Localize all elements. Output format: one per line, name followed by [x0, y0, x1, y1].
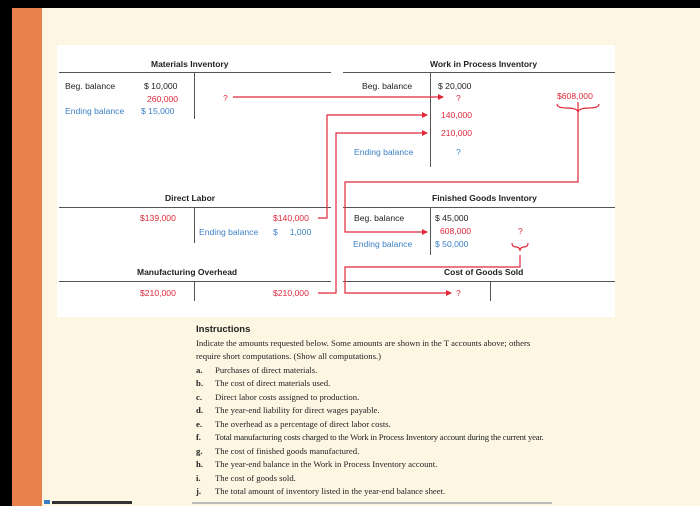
wip-dm-unknown: ? — [456, 93, 461, 103]
fg-cogm-value: 608,000 — [440, 226, 472, 236]
list-item: j. The total amount of inventory listed in the year-end balance sheet. — [196, 486, 446, 496]
arrow-labor-to-wip — [318, 115, 427, 218]
cogs-title: Cost of Goods Sold — [444, 267, 524, 277]
instructions-heading: Instructions — [196, 324, 251, 335]
arrow-overhead-to-wip — [318, 133, 427, 293]
list-item: e. The overhead as a percentage of direct labor costs. — [196, 419, 391, 429]
materials-ending-label: Ending balance — [65, 106, 125, 116]
instructions-intro-line1: Indicate the amounts requested below. Some amounts are shown in the T accounts above; others — [196, 338, 531, 348]
fg-beg-label: Beg. balance — [354, 213, 405, 223]
orange-margin-bar — [12, 8, 42, 506]
arrow-fg-to-cogs — [345, 255, 520, 293]
materials-beg-label: Beg. balance — [65, 81, 116, 91]
instructions-intro-line2: require short computations. (Show all computations.) — [196, 351, 382, 361]
fg-credit-unknown: ? — [518, 226, 523, 236]
direct-labor-title: Direct Labor — [165, 193, 216, 203]
t-accounts-figure — [57, 45, 615, 317]
wip-ending-unknown: ? — [456, 147, 461, 157]
cogs-debit-unknown: ? — [456, 288, 461, 298]
overhead-title: Manufacturing Overhead — [137, 267, 238, 277]
list-item: g. The cost of finished goods manufactured. — [196, 446, 360, 456]
list-item: f. Total manufacturing costs charged to the Work in Process Inventory account during the current year. — [196, 432, 544, 442]
direct-labor-ending-value: $ 1,000 — [273, 227, 312, 237]
overhead-credit-value: $210,000 — [273, 288, 309, 298]
list-item: h. The year-end balance in the Work in Process Inventory account. — [196, 459, 438, 469]
brace-fg-unknown — [512, 243, 528, 251]
wip-credit-value: $608,000 — [557, 91, 593, 101]
list-item: d. The year-end liability for direct wages payable. — [196, 405, 380, 415]
list-item: b. The cost of direct materials used. — [196, 378, 331, 388]
materials-ending-value: $ 15,000 — [141, 106, 175, 116]
materials-inventory-title: Materials Inventory — [151, 59, 229, 69]
wip-beg-label: Beg. balance — [362, 81, 413, 91]
fg-ending-label: Ending balance — [353, 239, 413, 249]
wip-inventory-title: Work in Process Inventory — [430, 59, 538, 69]
list-item: a. Purchases of direct materials. — [196, 365, 318, 375]
direct-labor-credit-value: $140,000 — [273, 213, 309, 223]
fg-beg-value: $ 45,000 — [435, 213, 469, 223]
wip-direct-labor-value: 140,000 — [441, 110, 473, 120]
materials-beg-value: $ 10,000 — [144, 81, 178, 91]
flow-arrows — [57, 45, 615, 317]
overhead-debit-value: $210,000 — [140, 288, 176, 298]
materials-credit-unknown: ? — [223, 93, 228, 103]
cutoff-next-section — [42, 498, 700, 506]
fg-inventory-title: Finished Goods Inventory — [432, 193, 537, 203]
direct-labor-debit-value: $139,000 — [140, 213, 176, 223]
fg-ending-value: $ 50,000 — [435, 239, 469, 249]
arrow-wip-to-fg — [345, 102, 578, 232]
wip-ending-label: Ending balance — [354, 147, 414, 157]
list-item: c. Direct labor costs assigned to production. — [196, 392, 360, 402]
list-item: i. The cost of goods sold. — [196, 473, 296, 483]
wip-overhead-value: 210,000 — [441, 128, 473, 138]
materials-purchases-value: 260,000 — [147, 94, 179, 104]
wip-beg-value: $ 20,000 — [438, 81, 472, 91]
direct-labor-ending-label: Ending balance — [199, 227, 259, 237]
